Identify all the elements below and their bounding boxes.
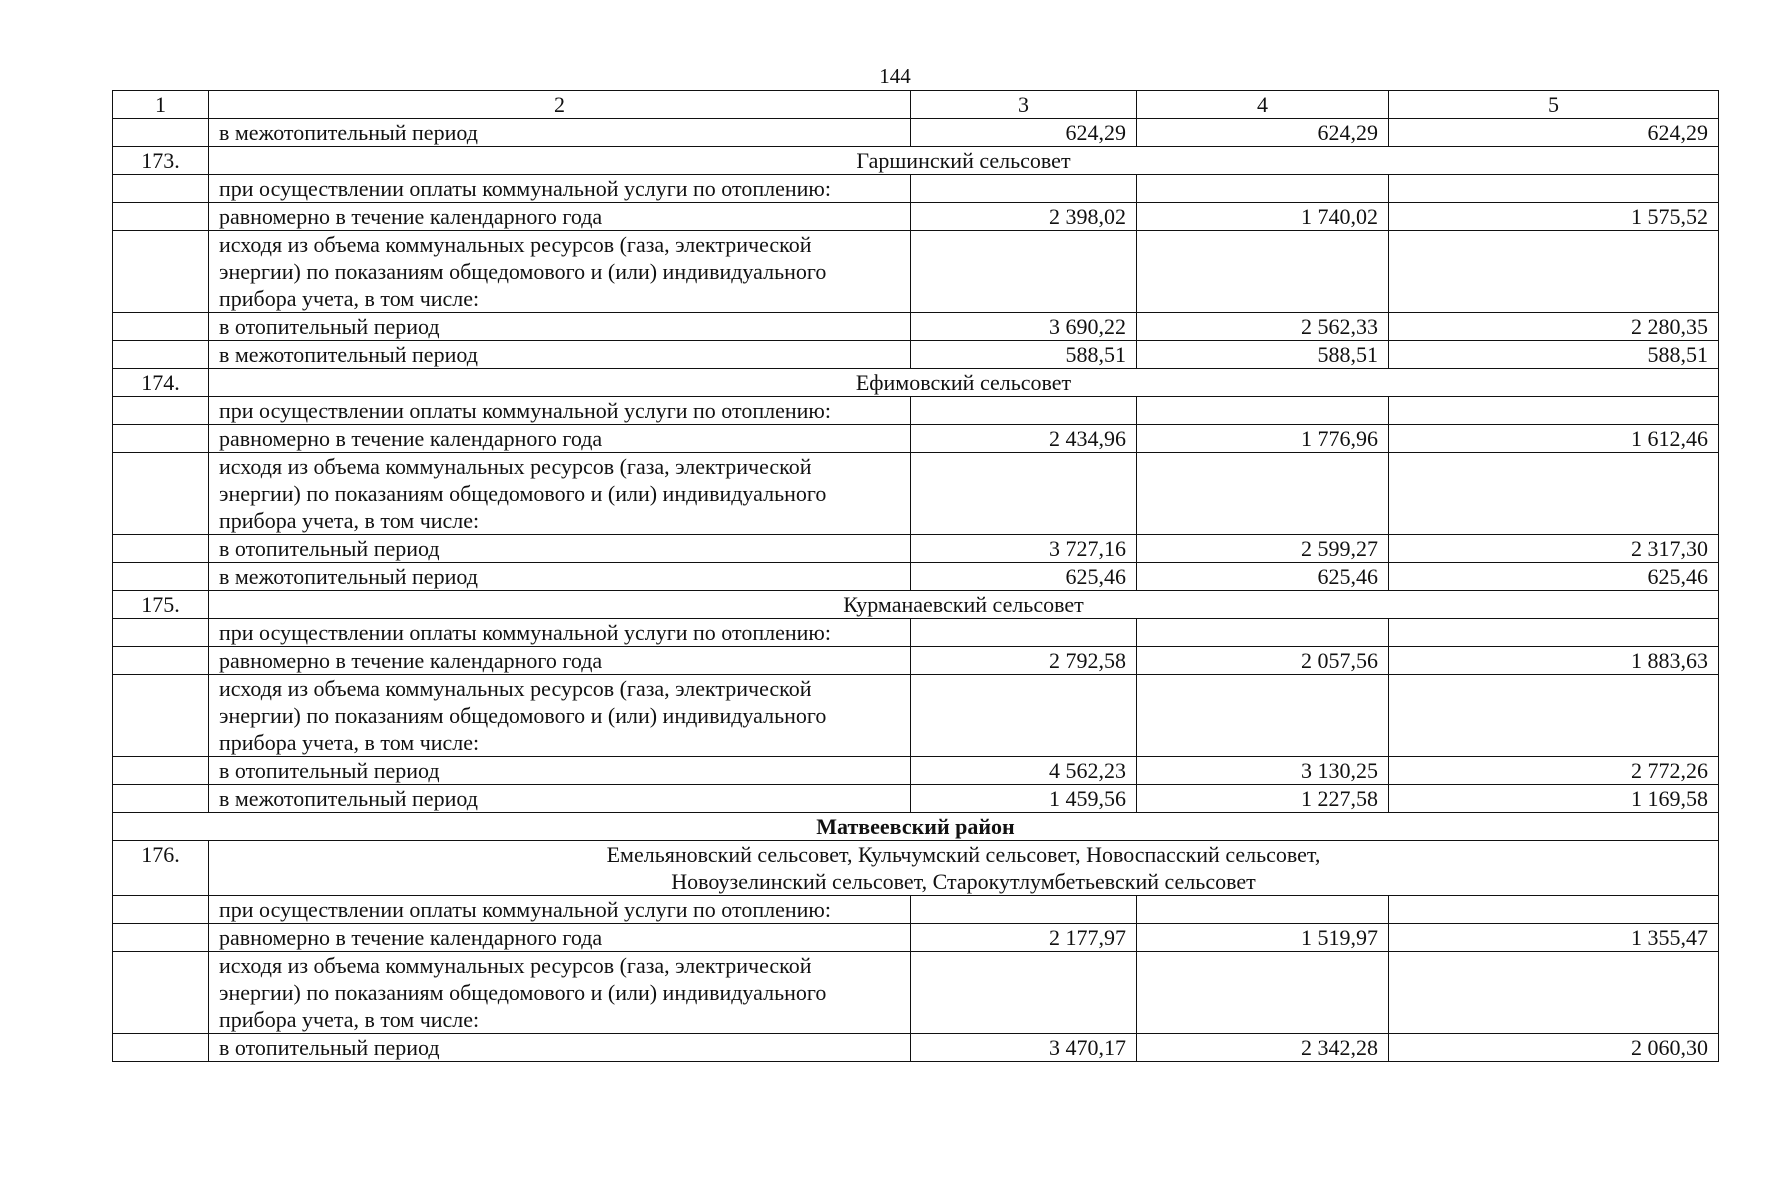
table-row xyxy=(113,896,1719,924)
value-column-3: 3 727,16 xyxy=(911,535,1137,563)
row-label-line: прибора учета, в том числе: xyxy=(219,730,480,755)
value-column-4 xyxy=(1137,397,1389,425)
value-column-5: 1 169,58 xyxy=(1389,785,1719,813)
section-title: Курманаевский сельсовет xyxy=(209,591,1719,619)
value-column-5 xyxy=(1389,896,1719,924)
row-number-cell xyxy=(113,924,209,952)
value-column-4 xyxy=(1137,952,1389,1034)
row-label: при осуществлении оплаты коммунальной услуги по отоплению: xyxy=(209,619,911,647)
value-column-3 xyxy=(911,619,1137,647)
value-column-4 xyxy=(1137,675,1389,757)
row-label-line: энергии) по показаниям общедомового и (или) индивидуального xyxy=(219,703,827,728)
value-column-5 xyxy=(1389,175,1719,203)
value-column-4: 1 740,02 xyxy=(1137,203,1389,231)
value-column-4: 2 562,33 xyxy=(1137,313,1389,341)
value-column-5: 588,51 xyxy=(1389,341,1719,369)
row-number-cell xyxy=(113,313,209,341)
value-column-5: 2 317,30 xyxy=(1389,535,1719,563)
value-column-3 xyxy=(911,896,1137,924)
district-title: Матвеевский район xyxy=(113,813,1719,841)
tariff-table xyxy=(112,90,1719,1062)
row-label xyxy=(209,231,911,313)
table-row xyxy=(113,535,1719,563)
row-label: при осуществлении оплаты коммунальной услуги по отоплению: xyxy=(209,175,911,203)
row-label-line: исходя из объема коммунальных ресурсов (газа, электрической xyxy=(219,454,812,479)
value-column-5: 2 772,26 xyxy=(1389,757,1719,785)
row-number-cell xyxy=(113,397,209,425)
value-column-5: 1 575,52 xyxy=(1389,203,1719,231)
row-number-cell xyxy=(113,675,209,757)
table-row xyxy=(113,453,1719,535)
column-number-1: 1 xyxy=(113,91,209,119)
row-label: в отопительный период xyxy=(209,313,911,341)
value-column-4: 588,51 xyxy=(1137,341,1389,369)
section-row xyxy=(113,841,1719,896)
value-column-3: 2 434,96 xyxy=(911,425,1137,453)
value-column-5: 624,29 xyxy=(1389,119,1719,147)
row-number-cell xyxy=(113,203,209,231)
row-number-cell xyxy=(113,563,209,591)
row-number-cell xyxy=(113,453,209,535)
row-label: в межотопительный период xyxy=(209,785,911,813)
row-number-cell xyxy=(113,1034,209,1062)
value-column-5: 1 355,47 xyxy=(1389,924,1719,952)
row-label: в межотопительный период xyxy=(209,119,911,147)
row-label: при осуществлении оплаты коммунальной услуги по отоплению: xyxy=(209,397,911,425)
column-number-3: 3 xyxy=(911,91,1137,119)
table-row xyxy=(113,1034,1719,1062)
table-row xyxy=(113,203,1719,231)
row-number-cell xyxy=(113,896,209,924)
row-label-line: исходя из объема коммунальных ресурсов (газа, электрической xyxy=(219,953,812,978)
row-label xyxy=(209,453,911,535)
value-column-5: 2 280,35 xyxy=(1389,313,1719,341)
value-column-3: 3 690,22 xyxy=(911,313,1137,341)
value-column-4 xyxy=(1137,231,1389,313)
row-number-cell: 173. xyxy=(113,147,209,175)
table-row xyxy=(113,924,1719,952)
value-column-3: 3 470,17 xyxy=(911,1034,1137,1062)
row-label: равномерно в течение календарного года xyxy=(209,924,911,952)
value-column-3 xyxy=(911,952,1137,1034)
row-label: в межотопительный период xyxy=(209,341,911,369)
value-column-3 xyxy=(911,453,1137,535)
row-label: при осуществлении оплаты коммунальной услуги по отоплению: xyxy=(209,896,911,924)
row-label-line: исходя из объема коммунальных ресурсов (газа, электрической xyxy=(219,676,812,701)
value-column-5 xyxy=(1389,397,1719,425)
section-row xyxy=(113,369,1719,397)
row-label: равномерно в течение календарного года xyxy=(209,203,911,231)
table-row xyxy=(113,341,1719,369)
row-label: равномерно в течение календарного года xyxy=(209,425,911,453)
row-label-line: энергии) по показаниям общедомового и (или) индивидуального xyxy=(219,259,827,284)
row-number-cell xyxy=(113,119,209,147)
row-label: в отопительный период xyxy=(209,757,911,785)
row-number-cell xyxy=(113,647,209,675)
table-row xyxy=(113,563,1719,591)
section-title-line: Новоузелинский сельсовет, Старокутлумбетьевский сельсовет xyxy=(671,869,1256,894)
column-number-5: 5 xyxy=(1389,91,1719,119)
table-row xyxy=(113,397,1719,425)
row-label: в отопительный период xyxy=(209,1034,911,1062)
value-column-4: 3 130,25 xyxy=(1137,757,1389,785)
value-column-5 xyxy=(1389,675,1719,757)
table-row xyxy=(113,952,1719,1034)
value-column-4 xyxy=(1137,896,1389,924)
value-column-4 xyxy=(1137,453,1389,535)
table-row xyxy=(113,425,1719,453)
table-row xyxy=(113,175,1719,203)
table-row xyxy=(113,675,1719,757)
column-number-row xyxy=(113,91,1719,119)
row-label-line: прибора учета, в том числе: xyxy=(219,286,480,311)
page-number: 144 xyxy=(879,64,911,88)
value-column-3 xyxy=(911,675,1137,757)
row-label-line: энергии) по показаниям общедомового и (или) индивидуального xyxy=(219,980,827,1005)
district-row xyxy=(113,813,1719,841)
table-row xyxy=(113,231,1719,313)
value-column-3 xyxy=(911,231,1137,313)
value-column-4: 2 342,28 xyxy=(1137,1034,1389,1062)
value-column-5 xyxy=(1389,619,1719,647)
value-column-3: 2 398,02 xyxy=(911,203,1137,231)
section-title-line: Емельяновский сельсовет, Кульчумский сельсовет, Новоспасский сельсовет, xyxy=(606,842,1321,867)
value-column-3: 2 177,97 xyxy=(911,924,1137,952)
row-label: в отопительный период xyxy=(209,535,911,563)
value-column-3: 624,29 xyxy=(911,119,1137,147)
table-row xyxy=(113,119,1719,147)
value-column-5 xyxy=(1389,231,1719,313)
section-title: Гаршинский сельсовет xyxy=(209,147,1719,175)
value-column-4: 1 519,97 xyxy=(1137,924,1389,952)
value-column-5: 2 060,30 xyxy=(1389,1034,1719,1062)
table-row xyxy=(113,785,1719,813)
column-number-4: 4 xyxy=(1137,91,1389,119)
value-column-4: 624,29 xyxy=(1137,119,1389,147)
row-number-cell xyxy=(113,341,209,369)
section-row xyxy=(113,591,1719,619)
row-number-cell xyxy=(113,785,209,813)
section-title: Ефимовский сельсовет xyxy=(209,369,1719,397)
row-label xyxy=(209,952,911,1034)
value-column-3: 1 459,56 xyxy=(911,785,1137,813)
value-column-4: 1 227,58 xyxy=(1137,785,1389,813)
value-column-3: 588,51 xyxy=(911,341,1137,369)
row-label-line: исходя из объема коммунальных ресурсов (газа, электрической xyxy=(219,232,812,257)
table-row xyxy=(113,757,1719,785)
tariff-table-body xyxy=(113,91,1719,1062)
value-column-3 xyxy=(911,175,1137,203)
row-label: равномерно в течение календарного года xyxy=(209,647,911,675)
row-number-cell xyxy=(113,231,209,313)
value-column-4: 2 599,27 xyxy=(1137,535,1389,563)
row-number-cell xyxy=(113,425,209,453)
value-column-3: 2 792,58 xyxy=(911,647,1137,675)
value-column-3 xyxy=(911,397,1137,425)
row-number-cell xyxy=(113,175,209,203)
row-label-line: энергии) по показаниям общедомового и (или) индивидуального xyxy=(219,481,827,506)
row-number-cell: 176. xyxy=(113,841,209,896)
row-label xyxy=(209,675,911,757)
value-column-5: 625,46 xyxy=(1389,563,1719,591)
column-number-2: 2 xyxy=(209,91,911,119)
row-label-line: прибора учета, в том числе: xyxy=(219,508,480,533)
row-label-line: прибора учета, в том числе: xyxy=(219,1007,480,1032)
row-number-cell xyxy=(113,757,209,785)
value-column-5: 1 612,46 xyxy=(1389,425,1719,453)
value-column-5 xyxy=(1389,453,1719,535)
table-row xyxy=(113,647,1719,675)
table-row xyxy=(113,619,1719,647)
table-row xyxy=(113,313,1719,341)
row-label: в межотопительный период xyxy=(209,563,911,591)
value-column-4 xyxy=(1137,175,1389,203)
value-column-4: 1 776,96 xyxy=(1137,425,1389,453)
value-column-3: 4 562,23 xyxy=(911,757,1137,785)
value-column-4: 625,46 xyxy=(1137,563,1389,591)
value-column-5 xyxy=(1389,952,1719,1034)
row-number-cell xyxy=(113,619,209,647)
section-row xyxy=(113,147,1719,175)
row-number-cell: 175. xyxy=(113,591,209,619)
value-column-4 xyxy=(1137,619,1389,647)
section-title xyxy=(209,841,1719,896)
value-column-5: 1 883,63 xyxy=(1389,647,1719,675)
value-column-4: 2 057,56 xyxy=(1137,647,1389,675)
row-number-cell xyxy=(113,535,209,563)
row-number-cell xyxy=(113,952,209,1034)
value-column-3: 625,46 xyxy=(911,563,1137,591)
row-number-cell: 174. xyxy=(113,369,209,397)
